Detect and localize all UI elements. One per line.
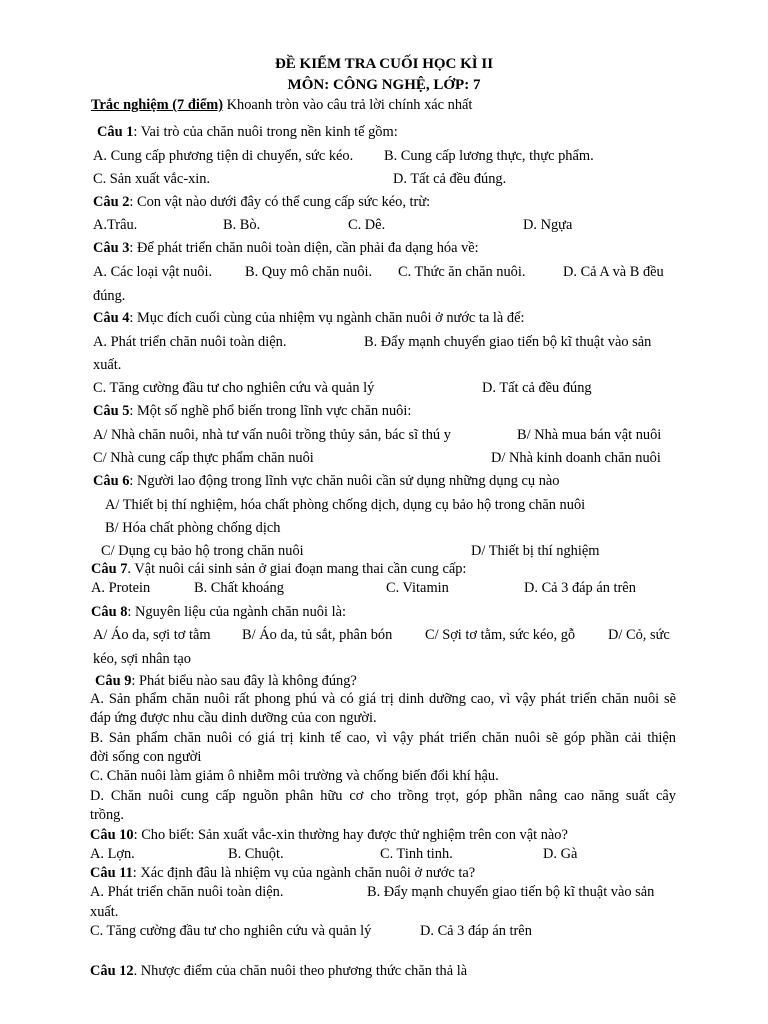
question-text: : Nguyên liệu của ngành chăn nuôi là: <box>127 604 346 620</box>
option-6b: B/ Hóa chất phòng chống dịch <box>105 520 281 536</box>
option-9a-cont: đáp ứng được nhu cầu dinh dưỡng của con người. <box>90 710 377 726</box>
option-2b: B. Bò. <box>223 217 261 233</box>
option-11b-cont: xuất. <box>90 904 119 920</box>
option-7b: B. Chất khoáng <box>194 580 284 596</box>
question-number: Câu 7 <box>91 561 128 577</box>
question-3 <box>93 239 479 257</box>
option-8a: A/ Áo da, sợi tơ tằm <box>93 627 211 643</box>
question-number: Câu 3 <box>93 240 130 256</box>
option-3d: D. Cả A và B đều <box>563 264 664 280</box>
question-number: Câu 1 <box>97 124 134 140</box>
option-10a: A. Lợn. <box>90 846 135 862</box>
option-10c: C. Tinh tinh. <box>380 846 453 862</box>
option-1d: D. Tất cả đều đúng. <box>393 171 507 187</box>
question-7 <box>91 560 466 578</box>
question-number: Câu 9 <box>95 673 132 689</box>
question-1 <box>97 123 398 141</box>
option-7a: A. Protein <box>91 580 151 596</box>
option-5a: A/ Nhà chăn nuôi, nhà tư vấn nuôi trồng thủy sản, bác sĩ thú y <box>93 427 451 443</box>
question-2 <box>93 193 430 211</box>
question-text: : Phát biểu nào sau đây là không đúng? <box>131 673 357 689</box>
option-3c: C. Thức ăn chăn nuôi. <box>398 264 526 280</box>
option-9a: A. Sản phẩm chăn nuôi rất phong phú và có giá trị dinh dưỡng cao, vì vậy phát triển chăn nuôi sẽ <box>90 691 676 707</box>
option-8b: B/ Áo da, tủ sắt, phân bón <box>242 627 393 643</box>
option-9d: D. Chăn nuôi cung cấp nguồn phân hữu cơ cho trồng trọt, góp phần nâng cao năng suất cây <box>90 788 676 804</box>
question-number: Câu 5 <box>93 403 130 419</box>
option-4b-cont: xuất. <box>93 357 122 373</box>
option-9d-cont: trồng. <box>90 807 124 823</box>
option-4c: C. Tăng cường đầu tư cho nghiên cứu và quản lý <box>93 380 375 396</box>
option-11d: D. Cả 3 đáp án trên <box>420 923 532 939</box>
question-text: . Vật nuôi cái sinh sản ở giai đoạn mang thai cần cung cấp: <box>127 561 467 577</box>
option-11b: B. Đẩy mạnh chuyển giao tiến bộ kĩ thuật vào sản <box>367 884 655 900</box>
option-9b-cont: đời sống con người <box>90 749 202 765</box>
question-text: : Vai trò của chăn nuôi trong nền kinh tế gồm: <box>133 124 398 140</box>
option-8d: D/ Cỏ, sức <box>608 627 670 643</box>
section-label: Trắc nghiệm (7 điểm) <box>91 97 224 113</box>
option-4d: D. Tất cả đều đúng <box>482 380 592 396</box>
option-2a: A.Trâu. <box>93 217 138 233</box>
option-4a: A. Phát triển chăn nuôi toàn diện. <box>93 334 287 350</box>
option-9c: C. Chăn nuôi làm giảm ô nhiễm môi trường và chống biến đổi khí hậu. <box>90 768 499 784</box>
option-7c: C. Vitamin <box>386 580 449 596</box>
section-instruction: Khoanh tròn vào câu trả lời chính xác nhất <box>226 97 473 113</box>
question-text: : Để phát triển chăn nuôi toàn diện, cần phải đa dạng hóa về: <box>129 240 479 256</box>
option-10d: D. Gà <box>543 846 578 862</box>
question-number: Câu 8 <box>91 604 128 620</box>
question-number: Câu 10 <box>90 827 134 843</box>
question-number: Câu 4 <box>93 310 130 326</box>
option-6d: D/ Thiết bị thí nghiệm <box>471 543 600 559</box>
option-3a: A. Các loại vật nuôi. <box>93 264 213 280</box>
option-8c: C/ Sợi tơ tằm, sức kéo, gỗ <box>425 627 576 643</box>
option-11a: A. Phát triển chăn nuôi toàn diện. <box>90 884 284 900</box>
option-11c: C. Tăng cường đầu tư cho nghiên cứu và quản lý <box>90 923 372 939</box>
option-5d: D/ Nhà kinh doanh chăn nuôi <box>491 450 661 466</box>
question-12 <box>90 962 467 980</box>
option-5c: C/ Nhà cung cấp thực phẩm chăn nuôi <box>93 450 314 466</box>
option-10b: B. Chuột. <box>228 846 284 862</box>
option-6a: A/ Thiết bị thí nghiệm, hóa chất phòng chống dịch, dụng cụ bảo hộ trong chăn nuôi <box>105 497 586 513</box>
question-text: : Con vật nào dưới đây có thể cung cấp sức kéo, trừ: <box>129 194 431 210</box>
option-8d-cont: kéo, sợi nhân tạo <box>93 651 191 667</box>
question-text: : Một số nghề phổ biến trong lĩnh vực chăn nuôi: <box>129 403 412 419</box>
question-9 <box>95 672 357 690</box>
option-9b: B. Sản phẩm chăn nuôi có giá trị kinh tế cao, vì vậy phát triển chăn nuôi sẽ góp phần cải thiện <box>90 730 676 746</box>
question-11 <box>90 864 475 882</box>
question-text: : Xác định đâu là nhiệm vụ của ngành chăn nuôi ở nước ta? <box>132 865 476 881</box>
question-text: . Nhược điểm của chăn nuôi theo phương thức chăn thả là <box>133 963 468 979</box>
question-text: : Người lao động trong lĩnh vực chăn nuôi cần sử dụng những dụng cụ nào <box>129 473 560 489</box>
option-1b: B. Cung cấp lương thực, thực phẩm. <box>384 148 594 164</box>
option-4b: B. Đẩy mạnh chuyển giao tiến bộ kĩ thuật vào sản <box>364 334 652 350</box>
exam-subject: MÔN: CÔNG NGHỆ, LỚP: 7 <box>287 77 481 93</box>
question-4 <box>93 309 524 327</box>
option-7d: D. Cả 3 đáp án trên <box>524 580 636 596</box>
question-10 <box>90 826 568 844</box>
exam-title: ĐỀ KIỂM TRA CUỐI HỌC KÌ II <box>274 56 494 72</box>
option-3b: B. Quy mô chăn nuôi. <box>245 264 373 280</box>
option-1a: A. Cung cấp phương tiện di chuyển, sức kéo. <box>93 148 354 164</box>
option-1c: C. Sản xuất vắc-xin. <box>93 171 211 187</box>
question-5 <box>93 402 411 420</box>
question-6 <box>93 472 559 490</box>
question-text: : Mục đích cuối cùng của nhiệm vụ ngành chăn nuôi ở nước ta là để: <box>129 310 525 326</box>
question-8 <box>91 603 346 621</box>
option-2c: C. Dê. <box>348 217 386 233</box>
question-number: Câu 2 <box>93 194 130 210</box>
option-6c: C/ Dụng cụ bảo hộ trong chăn nuôi <box>101 543 304 559</box>
section-heading <box>91 96 472 114</box>
question-number: Câu 6 <box>93 473 130 489</box>
option-5b: B/ Nhà mua bán vật nuôi <box>517 427 662 443</box>
question-number: Câu 12 <box>90 963 134 979</box>
option-3d-cont: đúng. <box>93 288 126 304</box>
question-number: Câu 11 <box>90 865 133 881</box>
question-text: : Cho biết: Sản xuất vắc-xin thường hay được thử nghiệm trên con vật nào? <box>133 827 568 843</box>
option-2d: D. Ngựa <box>523 217 573 233</box>
